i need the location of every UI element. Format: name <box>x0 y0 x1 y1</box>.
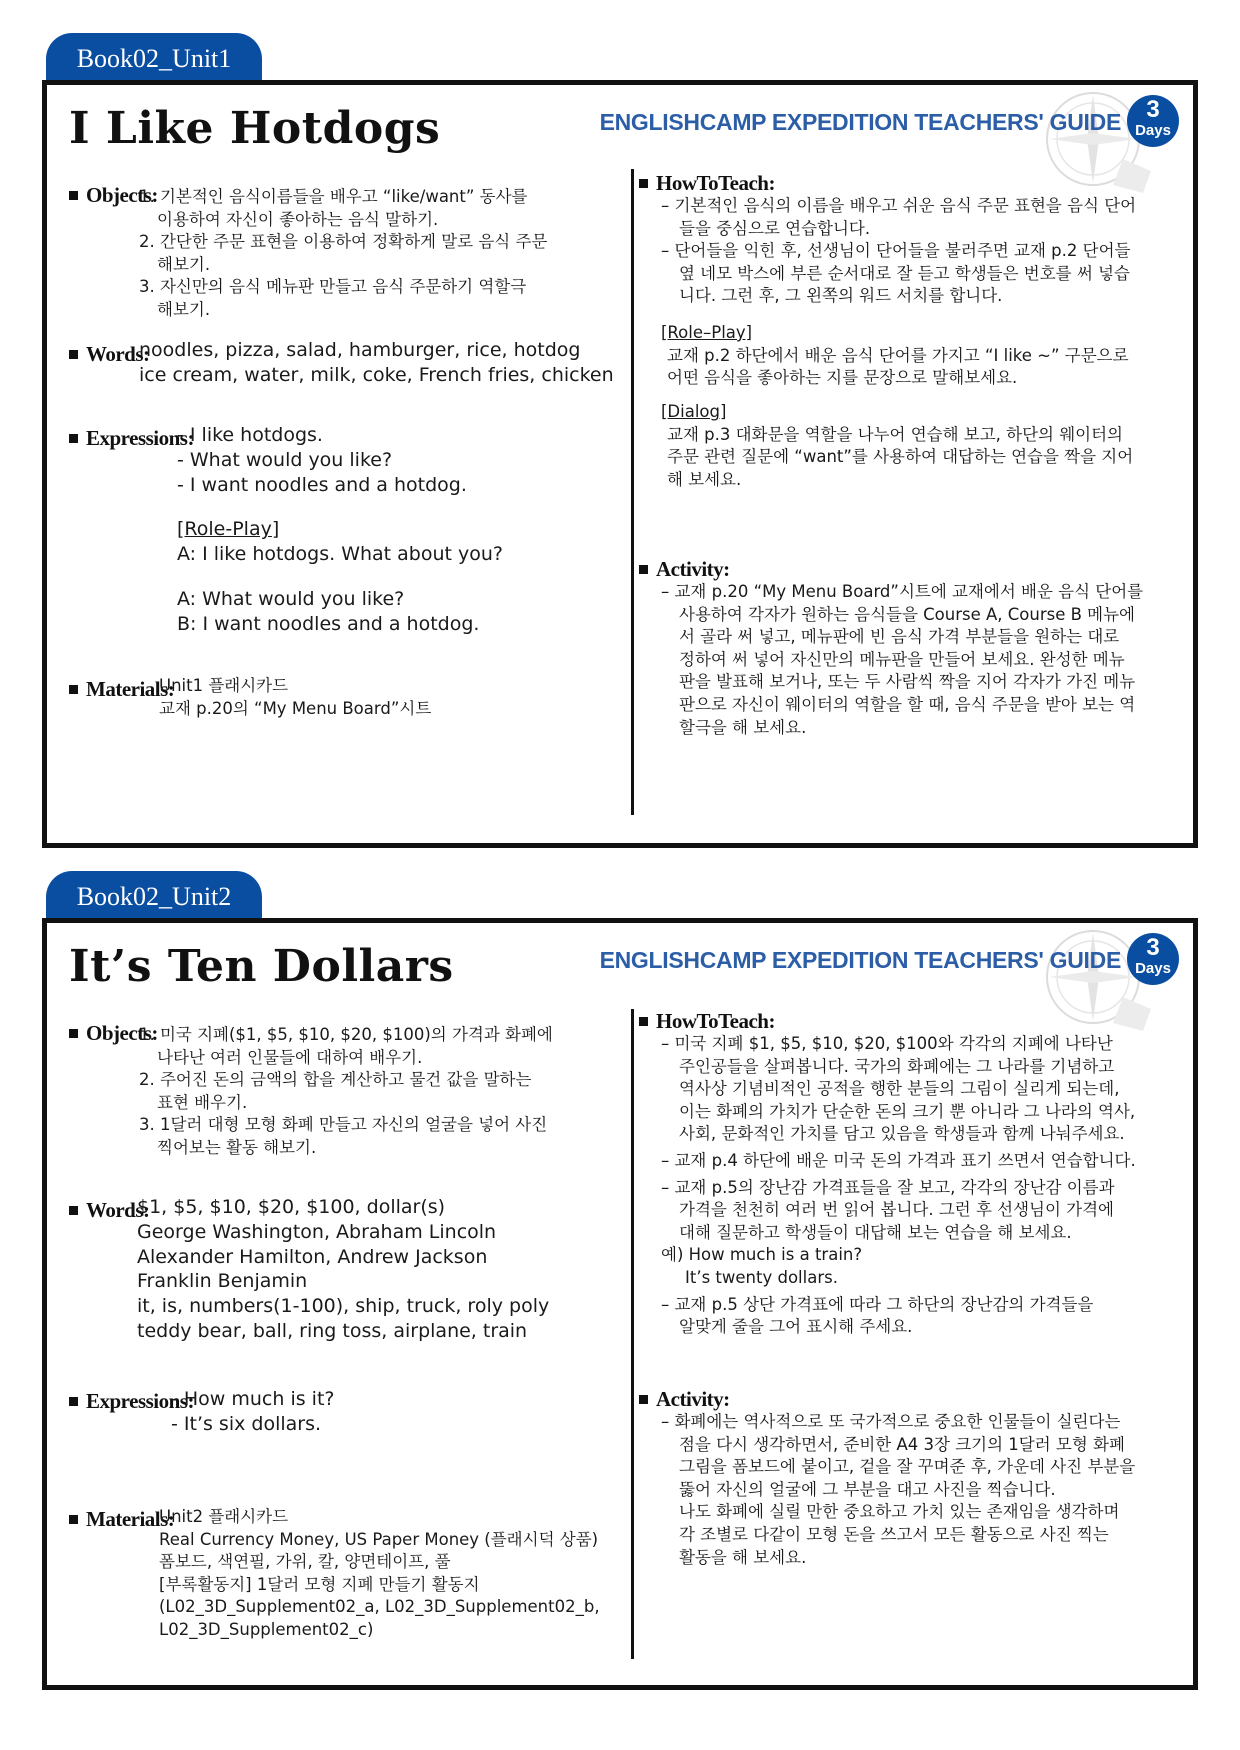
words-heading: Words: <box>69 1198 150 1223</box>
materials-heading: Materials: <box>69 1507 174 1532</box>
unit1-activity: – 교재 p.20 “My Menu Board”시트에 교재에서 배운 음식 단어를 사용하여 각자가 원하는 음식들을 Course A, Course B 메뉴에 서 골라 써 넣고, 메뉴판에 빈 음식 가격 부분들을 원하는 대로 정하여 써 넣어 자신만의 메뉴판을 만들어 보세요. 완성한 메뉴 판을 발표해 보거나, 또는 두 사람씩 짝을 지어 각자가 가진 메뉴 판으로 자신이 웨이터의 역할을 할 때, 음식 주문을 받아 보는 역 할극을 해 보세요. <box>661 582 1144 737</box>
unit1-materials: Unit1 플래시카드 교재 p.20의 “My Menu Board”시트 <box>159 676 432 718</box>
unit2-expressions: - How much is it? - It’s six dollars. <box>171 1388 335 1435</box>
unit2-words: $1, $5, $10, $20, $100, dollar(s) George Washington, Abraham Lincoln Alexander Hamilton, Andrew Jackson Franklin Benjamin it, is, numbers(1-100), ship, truck, roly poly teddy bear, ball, ring toss, airplane, train <box>137 1196 550 1342</box>
days-badge <box>1127 95 1179 147</box>
materials-heading: Materials: <box>69 677 174 702</box>
unit1-title: I Like Hotdogs <box>69 103 441 154</box>
days-badge <box>1127 933 1179 985</box>
objects-heading: Objects: <box>69 1021 158 1046</box>
days-number: 3 <box>1146 934 1160 961</box>
guide-title: ENGLISHCAMP EXPEDITION TEACHERS' GUIDE <box>599 947 1121 973</box>
days-label: Days <box>1135 960 1171 977</box>
words-heading: Words: <box>69 342 150 367</box>
unit1-card <box>42 80 1198 848</box>
unit1-expressions: - I like hotdogs. - What would you like? - I want noodles and a hotdog. [Role-Play] A: I like hotdogs. What about you? A: What would you like? B: I want noodles and a hotdog. <box>177 424 504 635</box>
column-divider <box>631 169 634 815</box>
column-divider <box>631 1009 634 1659</box>
unit1-roleplay-label: [Role-Play] <box>177 518 280 541</box>
unit2-activity: – 화폐에는 역사적으로 또 국가적으로 중요한 인물들이 실린다는 점을 다시 생각하면서, 준비한 A4 3장 크기의 1달러 모형 화폐 그림을 폼보드에 붙이고, 겉을 잘 꾸며준 후, 가운데 사진 부분을 뚫어 자신의 얼굴에 그 부분을 대고 사진을 찍습니다. 나도 화폐에 실릴 만한 중요하고 가치 있는 존재임을 생각하며 각 조별로 다같이 모형 돈을 쓰고서 모든 활동으로 사진 찍는 활동을 해 보세요. <box>661 1412 1136 1567</box>
unit1-role-play-block: [Role–Play] 교재 p.2 하단에서 배운 음식 단어를 가지고 “I like ~” 구문으로 어떤 음식을 좋아하는 지를 문장으로 말해보세요. <box>661 323 1129 388</box>
activity-heading: Activity: <box>639 1387 730 1412</box>
days-label: Days <box>1135 122 1171 139</box>
unit1-objects: 1. 기본적인 음식이름들을 배우고 “like/want” 동사를 이용하여 자신이 좋아하는 음식 말하기. 2. 간단한 주문 표현을 이용하여 정확하게 말로 음식 주문 해보기. 3. 자신만의 음식 메뉴판 만들고 음식 주문하기 역할극 해보기. <box>139 187 548 319</box>
unit1-how-to-teach: – 기본적인 음식의 이름을 배우고 쉬운 음식 주문 표현을 음식 단어 들을 중심으로 연습합니다. – 단어들을 익힌 후, 선생님이 단어들을 불러주면 교재 p.2 단어들 옆 네모 박스에 부른 순서대로 잘 듣고 학생들은 번호를 써 넣습 니다. 그런 후, 그 왼쪽의 워드 서치를 합니다. <box>661 196 1137 306</box>
unit2-card <box>42 918 1198 1690</box>
activity-heading: Activity: <box>639 557 730 582</box>
expressions-heading: Expressions: <box>69 1389 194 1414</box>
unit2-title: It’s Ten Dollars <box>69 941 454 992</box>
unit2-tab: Book02_Unit2 <box>46 871 262 921</box>
expressions-heading: Expressions: <box>69 426 194 451</box>
unit2-materials: Unit2 플래시카드 Real Currency Money, US Paper Money (플래시덕 상품) 폼보드, 색연필, 가위, 칼, 양면테이프, 풀 [부록활동지] 1달러 모형 지폐 만들기 활동지 (L02_3D_Supplement02_a, L02_3D_Supplement02_b, L02_3D_Supplement02_c) <box>159 1507 600 1639</box>
unit2-objects: 1. 미국 지폐($1, $5, $10, $20, $100)의 가격과 화폐에 나타난 여러 인물들에 대하여 배우기. 2. 주어진 돈의 금액의 합을 계산하고 물건 값을 말하는 표현 배우기. 3. 1달러 대형 모형 화폐 만들고 자신의 얼굴을 넣어 사진 찍어보는 활동 해보기. <box>139 1025 553 1157</box>
unit1-words: noodles, pizza, salad, hamburger, rice, hotdog ice cream, water, milk, coke, French fries, chicken <box>139 339 614 386</box>
objects-heading: Objects: <box>69 183 158 208</box>
how-to-teach-heading: HowToTeach: <box>639 171 775 196</box>
guide-title: ENGLISHCAMP EXPEDITION TEACHERS' GUIDE <box>599 109 1121 135</box>
unit1-dialog-block: [Dialog] 교재 p.3 대화문을 역할을 나누어 연습해 보고, 하단의 웨이터의 주문 관련 질문에 “want”를 사용하여 대답하는 연습을 짝을 지어 해 보세요. <box>661 402 1134 489</box>
unit2-how-to-teach: – 미국 지폐 $1, $5, $10, $20, $100와 각각의 지폐에 나타난 주인공들을 살펴봅니다. 국가의 화폐에는 그 나라를 기념하고 역사상 기념비적인 공적을 행한 분들의 그림이 실리게 되는데, 이는 화폐의 가치가 단순한 돈의 크기 뿐 아니라 그 나라의 역사, 사회, 문화적인 가치를 담고 있음을 학생들과 함께 나눠주세요. – 교재 p.4 하단에 배운 미국 돈의 가격과 표기 쓰면서 연습합니다. – 교재 p.5의 장난감 가격표들을 잘 보고, 각각의 장난감 이름과 가격을 천천히 여러 번 읽어 봅니다. 그런 후 선생님이 가격에 대해 질문하고 학생들이 대답해 보는 연습을 해 보세요. 예) How much is a train? It’s twenty dollars. – 교재 p.5 상단 가격표에 따라 그 하단의 장난감의 가격들을 알맞게 줄을 그어 표시해 주세요. <box>661 1034 1136 1337</box>
unit1-tab: Book02_Unit1 <box>46 33 262 83</box>
days-number: 3 <box>1146 96 1160 123</box>
how-to-teach-heading: HowToTeach: <box>639 1009 775 1034</box>
